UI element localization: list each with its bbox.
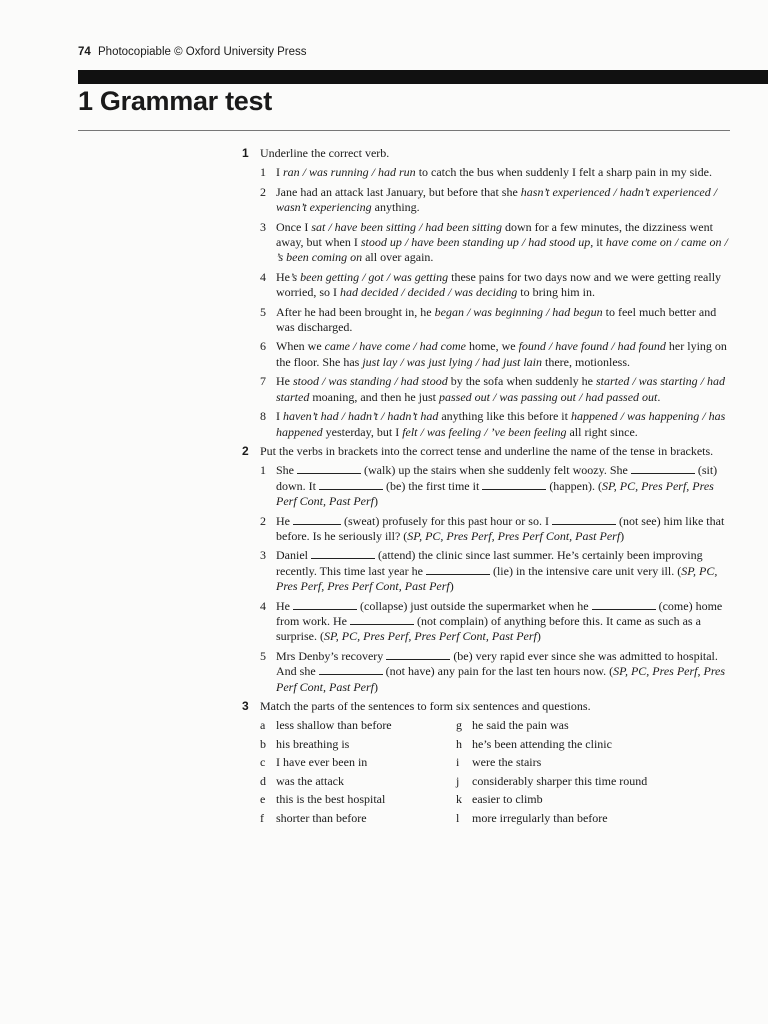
answer-blank[interactable] [552, 514, 616, 525]
question-text [276, 548, 717, 593]
question-fragment: (happen). ( [546, 478, 602, 493]
question-item [260, 220, 730, 266]
section-1-items [260, 165, 730, 440]
question-item [260, 409, 730, 440]
section-instruction: Underline the correct verb. [260, 146, 390, 160]
question-number: 4 [260, 598, 266, 613]
option-letter: i [456, 755, 460, 770]
matching-columns [260, 718, 730, 829]
verb-options[interactable]: SP, PC, Pres Perf, Pres Perf Cont, Past Perf [276, 563, 718, 594]
question-text [276, 339, 727, 368]
answer-blank[interactable] [386, 649, 450, 660]
header-bar [78, 70, 768, 84]
question-fragment: He [276, 374, 293, 389]
verb-options[interactable]: SP, PC, Pres Perf, Pres Perf Cont, Past Perf [276, 664, 726, 694]
page-number: 74 [78, 46, 91, 58]
question-fragment: home, we [465, 339, 519, 354]
question-fragment: Once I [276, 219, 312, 234]
question-item [260, 165, 730, 180]
match-option[interactable] [260, 792, 456, 811]
match-option[interactable] [260, 811, 456, 830]
section-instruction: Match the parts of the sentences to form six sentences and questions. [260, 699, 591, 713]
match-option[interactable] [456, 774, 652, 793]
question-fragment: He [276, 598, 293, 613]
option-text: considerably sharper this time round [472, 773, 648, 788]
question-fragment: ) [374, 679, 378, 694]
question-text [276, 220, 728, 265]
question-fragment: He [276, 513, 293, 528]
question-text [276, 374, 725, 403]
question-item [260, 305, 730, 336]
section-number: 3 [242, 699, 249, 713]
copyright-line: Photocopiable © Oxford University Press [98, 46, 307, 58]
question-fragment: (lie) in the intensive care unit very ill. ( [489, 563, 682, 578]
verb-options[interactable]: came / have come / had come [324, 339, 466, 354]
option-letter: b [260, 736, 266, 751]
verb-options[interactable]: sat / have been sitting / had been sitting [311, 219, 502, 234]
question-fragment: I [276, 409, 283, 424]
question-text [276, 649, 725, 694]
verb-options[interactable]: felt / was feeling / ’ve been feeling [402, 424, 567, 439]
match-option[interactable] [260, 718, 456, 737]
option-text: was the attack [276, 773, 344, 788]
question-fragment: When we [276, 339, 325, 354]
question-text [276, 270, 721, 299]
question-fragment: (be) very rapid ever since she was admitted to hospital. And she [276, 648, 718, 679]
question-item [260, 185, 730, 216]
answer-blank[interactable] [297, 463, 361, 474]
verb-options[interactable]: SP, PC, Pres Perf, Pres Perf Cont, Past Perf [324, 629, 537, 644]
question-fragment: After he had been brought in, he [276, 304, 435, 319]
verb-options[interactable]: ’s been getting / got / was getting [290, 269, 449, 284]
question-fragment: anything like this before it [438, 409, 571, 424]
option-letter: h [456, 736, 462, 751]
question-fragment: ) [374, 494, 378, 509]
test-content [240, 146, 730, 833]
option-letter: f [260, 810, 264, 825]
answer-blank[interactable] [319, 479, 383, 490]
question-text [276, 463, 717, 508]
option-text: I have ever been in [276, 755, 368, 770]
page-title: 1 Grammar test [78, 86, 272, 116]
question-fragment: by the sofa when suddenly he [447, 374, 596, 389]
verb-options[interactable]: just lay / was just lying / had just lain [362, 354, 543, 369]
title-divider [78, 130, 730, 131]
option-letter: j [456, 773, 460, 788]
question-item [260, 514, 730, 545]
question-fragment: I [276, 165, 283, 180]
match-option[interactable] [456, 755, 652, 774]
question-fragment: to catch the bus when suddenly I felt a sharp pain in my side. [415, 165, 712, 180]
question-number: 2 [260, 513, 266, 528]
question-number: 7 [260, 374, 266, 389]
verb-options[interactable]: hasn’t experienced / hadn’t experienced / wasn’t experiencing [276, 184, 718, 215]
option-text: less shallow than before [276, 718, 392, 733]
question-fragment: Jane had an attack last January, but before that she [276, 184, 521, 199]
match-option[interactable] [260, 774, 456, 793]
option-text: more irregularly than before [472, 810, 608, 825]
question-fragment: He [276, 269, 290, 284]
question-number: 4 [260, 269, 266, 284]
verb-options[interactable]: passed out / was passing out / had passed out [439, 389, 658, 404]
match-option[interactable] [456, 811, 652, 830]
question-fragment: to bring him in. [517, 285, 595, 300]
verb-options[interactable]: SP, PC, Pres Perf, Pres Perf Cont, Past Perf [407, 528, 621, 543]
question-text [276, 514, 724, 543]
question-fragment: (collapse) just outside the supermarket when he [357, 598, 592, 613]
verb-options[interactable]: began / was beginning / had begun [434, 304, 603, 319]
question-text [276, 305, 716, 334]
answer-blank[interactable] [482, 479, 546, 490]
question-fragment: ) [620, 528, 625, 543]
verb-options[interactable]: ran / was running / had run [283, 165, 416, 180]
verb-options[interactable]: happened / was happening / has happened [276, 409, 726, 439]
answer-blank[interactable] [350, 614, 414, 625]
question-fragment: (not complain) of anything before this. It came as such as a surprise. ( [276, 613, 701, 644]
verb-options[interactable]: started / was starting / had started [276, 374, 726, 404]
section-number: 2 [242, 443, 249, 458]
verb-options[interactable]: stood up / have been standing up / had stood up [360, 235, 591, 250]
option-letter: l [456, 810, 460, 825]
match-option[interactable] [456, 792, 652, 811]
question-fragment: yesterday, but I [322, 424, 403, 439]
question-fragment: , it [590, 235, 606, 250]
section-instruction: Put the verbs in brackets into the correct tense and underline the name of the tense in brackets. [260, 443, 714, 458]
answer-blank[interactable] [293, 599, 357, 610]
answer-blank[interactable] [592, 599, 656, 610]
question-fragment: Mrs Denby’s recovery [276, 648, 387, 663]
verb-options[interactable]: have come on / came on / ’s been coming on [276, 235, 728, 265]
verb-options[interactable]: SP, PC, Pres Perf, Pres Perf Cont, Past Perf [276, 478, 714, 509]
section-2 [240, 444, 730, 695]
question-fragment: these pains for two days now and we were getting really worried, so I [276, 269, 722, 300]
option-letter: e [260, 792, 266, 807]
question-number: 3 [260, 219, 266, 234]
question-item [260, 339, 730, 370]
question-fragment: ) [449, 579, 454, 594]
matching-left-column [260, 718, 456, 829]
option-text: he’s been attending the clinic [472, 736, 612, 751]
question-fragment: (not have) any pain for the last ten hours now. ( [382, 664, 614, 679]
answer-blank[interactable] [311, 548, 375, 559]
question-item [260, 649, 730, 695]
section-3 [240, 699, 730, 829]
answer-blank[interactable] [631, 463, 695, 474]
question-fragment: . [657, 389, 661, 404]
match-option[interactable] [260, 737, 456, 756]
match-option[interactable] [260, 755, 456, 774]
question-fragment: (not see) him like that before. Is he seriously ill? ( [276, 513, 725, 543]
question-text [276, 409, 725, 438]
question-fragment: her lying on the floor. She has [276, 339, 727, 369]
section-2-items [260, 463, 730, 695]
question-fragment: She [276, 463, 297, 478]
question-number: 5 [260, 648, 266, 663]
question-fragment: there, motionless. [542, 354, 630, 369]
question-item [260, 548, 730, 594]
question-fragment: (be) the first time it [383, 478, 483, 493]
question-fragment: (walk) up the stairs when she suddenly felt woozy. She [361, 463, 631, 478]
question-fragment: all right since. [566, 424, 638, 439]
question-text [276, 599, 722, 644]
verb-options[interactable]: haven’t had / hadn’t / hadn’t had [283, 409, 439, 424]
question-fragment: to feel much better and was discharged. [276, 304, 717, 335]
question-number: 1 [260, 463, 266, 478]
question-fragment: down for a few minutes, the dizziness went away, but when I [276, 219, 713, 250]
question-fragment: anything. [371, 200, 420, 215]
verb-options[interactable]: stood / was standing / had stood [293, 374, 448, 389]
question-number: 1 [260, 165, 266, 180]
option-letter: g [456, 718, 462, 733]
question-text [276, 165, 712, 179]
page-header [78, 46, 307, 58]
option-letter: c [260, 755, 266, 770]
matching-right-column [456, 718, 652, 829]
answer-blank[interactable] [426, 564, 490, 575]
question-number: 5 [260, 304, 266, 319]
verb-options[interactable]: found / have found / had found [518, 339, 666, 354]
option-text: his breathing is [276, 736, 350, 751]
question-number: 6 [260, 339, 266, 354]
question-fragment: (come) home from work. He [276, 598, 723, 628]
question-fragment: (sweat) profusely for this past hour or so. I [341, 513, 552, 528]
section-number: 1 [242, 146, 249, 160]
question-item [260, 599, 730, 645]
question-number: 2 [260, 184, 266, 199]
question-number: 8 [260, 409, 266, 424]
option-text: shorter than before [276, 810, 367, 825]
section-1 [240, 146, 730, 440]
match-option[interactable] [456, 718, 652, 737]
question-text [276, 185, 717, 214]
question-fragment: (attend) the clinic since last summer. He’s certainly been improving recently. This time last year he [276, 548, 703, 578]
option-letter: a [260, 718, 266, 733]
question-fragment: all over again. [362, 250, 434, 265]
option-text: easier to climb [472, 792, 543, 807]
question-item [260, 374, 730, 405]
question-fragment: moaning, and then he just [309, 389, 439, 404]
question-number: 3 [260, 548, 266, 563]
match-option[interactable] [456, 737, 652, 756]
answer-blank[interactable] [319, 664, 383, 675]
question-item [260, 270, 730, 301]
option-letter: k [456, 792, 462, 807]
option-text: were the stairs [472, 755, 542, 770]
question-fragment: ) [536, 629, 541, 644]
question-item [260, 463, 730, 509]
option-letter: d [260, 773, 266, 788]
answer-blank[interactable] [293, 514, 341, 525]
question-fragment: Daniel [276, 548, 311, 563]
verb-options[interactable]: had decided / decided / was deciding [339, 285, 518, 300]
option-text: this is the best hospital [276, 792, 386, 807]
option-text: he said the pain was [472, 718, 569, 733]
question-fragment: (sit) down. It [276, 463, 718, 493]
